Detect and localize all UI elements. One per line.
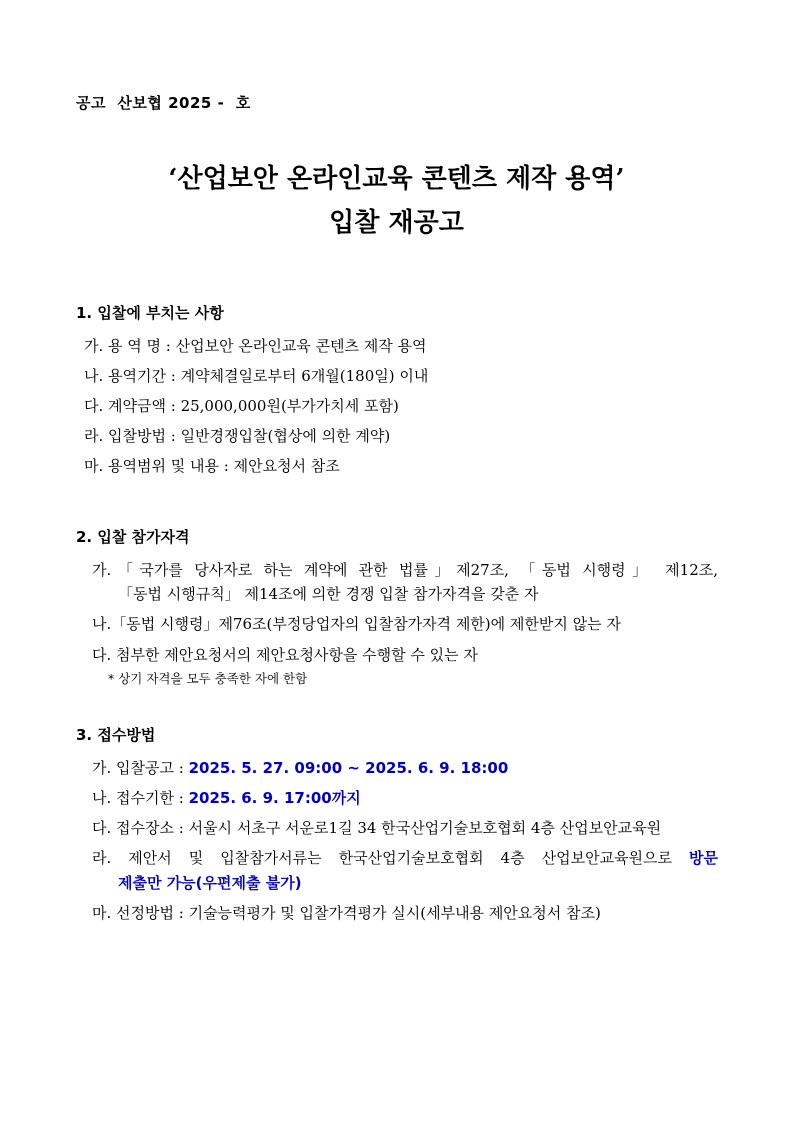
section-1-item-scope: 마. 용역범위 및 내용 : 제안요청서 참조 [84,457,340,475]
section-3-item-ra-text: 라. 제안서 및 입찰참가서류는 한국산업기술보호협회 4층 산업보안교육원으로 [92,849,690,867]
section-1-item-amount: 다. 계약금액 : 25,000,000원(부가가치세 포함) [84,397,399,415]
section-3-item-na-label: 나. 접수기한 : [92,789,189,807]
section-2-item-ga-line2: 「동법 시행규칙」 제14조에 의한 경쟁 입찰 참가자격을 갖춘 자 [118,585,539,603]
section-1-heading: 1. 입찰에 부치는 사항 [76,304,224,322]
submission-deadline: 2025. 6. 9. 17:00까지 [188,789,361,807]
section-2-item-da: 다. 첨부한 제안요청서의 제안요청사항을 수행할 수 있는 자 [92,646,478,664]
section-2-heading: 2. 입찰 참가자격 [76,528,190,546]
section-3-item-ma: 마. 선정방법 : 기술능력평가 및 입찰가격평가 실시(세부내용 제안요청서 참조) [92,904,601,922]
section-1-item-period: 나. 용역기간 : 계약체결일로부터 6개월(180일) 이내 [84,367,429,385]
visit-only-emphasis: 제출만 가능(우편제출 불가) [118,874,302,892]
section-3-item-ra-line2 [118,873,302,893]
section-3-item-na [92,788,361,808]
title-line-2: 입찰 재공고 [329,208,464,238]
section-2-note: * 상기 자격을 모두 충족한 자에 한함 [108,671,308,686]
section-1-item-method: 라. 입찰방법 : 일반경쟁입찰(협상에 의한 계약) [84,427,391,445]
section-3-item-da: 다. 접수장소 : 서울시 서초구 서운로1길 34 한국산업기술보호협회 4층 산업보안교육원 [92,819,662,837]
title-line-1: ‘산업보안 온라인교육 콘텐츠 제작 용역’ [168,164,625,194]
notice-number: 공고 산보협 2025 - 호 [76,94,251,112]
bid-notice-period: 2025. 5. 27. 09:00 ~ 2025. 6. 9. 18:00 [188,759,509,777]
section-2-item-ga-line1: 가.「국가를 당사자로 하는 계약에 관한 법률」제27조, 「동법 시행령」 제12조, [92,561,718,579]
section-2-item-na: 나.「동법 시행령」제76조(부정당업자의 입찰참가자격 제한)에 제한받지 않는 자 [92,615,621,633]
visit-emphasis: 방문 [689,849,718,867]
section-3-heading: 3. 접수방법 [76,726,156,744]
section-1-item-service-name: 가. 용 역 명 : 산업보안 온라인교육 콘텐츠 제작 용역 [84,337,427,355]
section-3-item-ga [92,758,508,778]
section-3-item-ra-line1 [92,848,718,868]
section-3-item-ga-label: 가. 입찰공고 : [92,759,189,777]
